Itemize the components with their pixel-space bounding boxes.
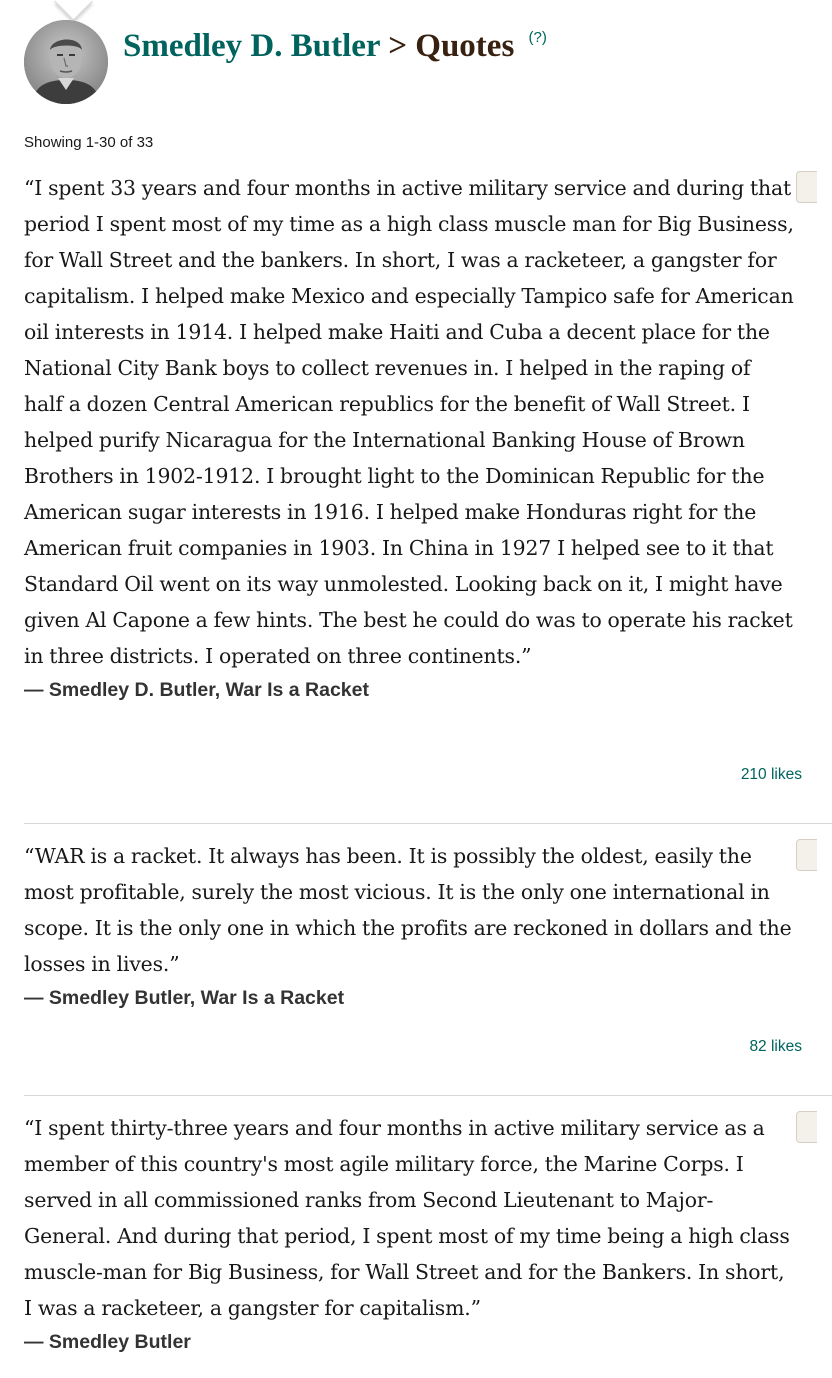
- quote-item: [24, 170, 832, 703]
- help-link[interactable]: (?): [528, 29, 547, 46]
- page-title: [123, 16, 547, 68]
- quote-divider: [24, 823, 832, 824]
- author-portrait-image: [24, 20, 108, 104]
- quote-item: [24, 1110, 832, 1355]
- author-avatar[interactable]: [24, 20, 108, 104]
- result-count: Showing 1-30 of 33: [24, 134, 154, 151]
- quote-text: “WAR is a racket. It always has been. It is possibly the oldest, easily the most profitable, surely the most vicious. It is the only one international in scope. It is the only one in which the profits are reckoned in dollars and the losses in lives.”: [24, 844, 792, 976]
- quote-action-tab[interactable]: [796, 839, 817, 871]
- quote-item: [24, 838, 832, 1011]
- title-separator: >: [388, 28, 408, 64]
- quote-text: “I spent 33 years and four months in active military service and during that period I spent most of my time as a high class muscle man for Big Business, for Wall Street and the bankers. In short, I was a racketeer, a gangster for capitalism. I helped make Mexico and especially Tampico safe for American oil interests in 1914. I helped make Haiti and Cuba a decent place for the National City Bank boys to collect revenues in. I helped in the raping of half a dozen Central American republics for the benefit of Wall Street. I helped purify Nicaragua for the International Banking House of Brown Brothers in 1902-1912. I brought light to the Dominican Republic for the American sugar interests in 1916. I helped make Honduras right for the American fruit companies in 1903. In China in 1927 I helped see to it that Standard Oil went on its way unmolested. Looking back on it, I might have given Al Capone a few hints. The best he could do was to operate his racket in three districts. I operated on three continents.”: [24, 176, 794, 668]
- quote-likes-link[interactable]: 210 likes: [740, 766, 802, 783]
- quote-divider: [24, 1095, 832, 1096]
- quote-attribution[interactable]: ― Smedley Butler, War Is a Racket: [24, 987, 345, 1009]
- author-name-link[interactable]: Smedley D. Butler: [123, 28, 380, 64]
- quote-action-tab[interactable]: [796, 1111, 817, 1143]
- dropdown-caret: [54, 0, 92, 21]
- quote-attribution[interactable]: ― Smedley Butler: [24, 1331, 191, 1353]
- quote-likes-link[interactable]: 82 likes: [749, 1038, 802, 1055]
- quote-text: “I spent thirty-three years and four months in active military service as a member of this country's most agile military force, the Marine Corps. I served in all commissioned ranks from Second Lieutenant to Major-General. And during that period, I spent most of my time being a high class muscle-man for Big Business, for Wall Street and for the Bankers. In short, I was a racketeer, a gangster for capitalism.”: [24, 1116, 790, 1320]
- quote-action-tab[interactable]: [796, 171, 817, 203]
- section-title: Quotes: [415, 28, 515, 64]
- quote-attribution[interactable]: ― Smedley D. Butler, War Is a Racket: [24, 679, 369, 701]
